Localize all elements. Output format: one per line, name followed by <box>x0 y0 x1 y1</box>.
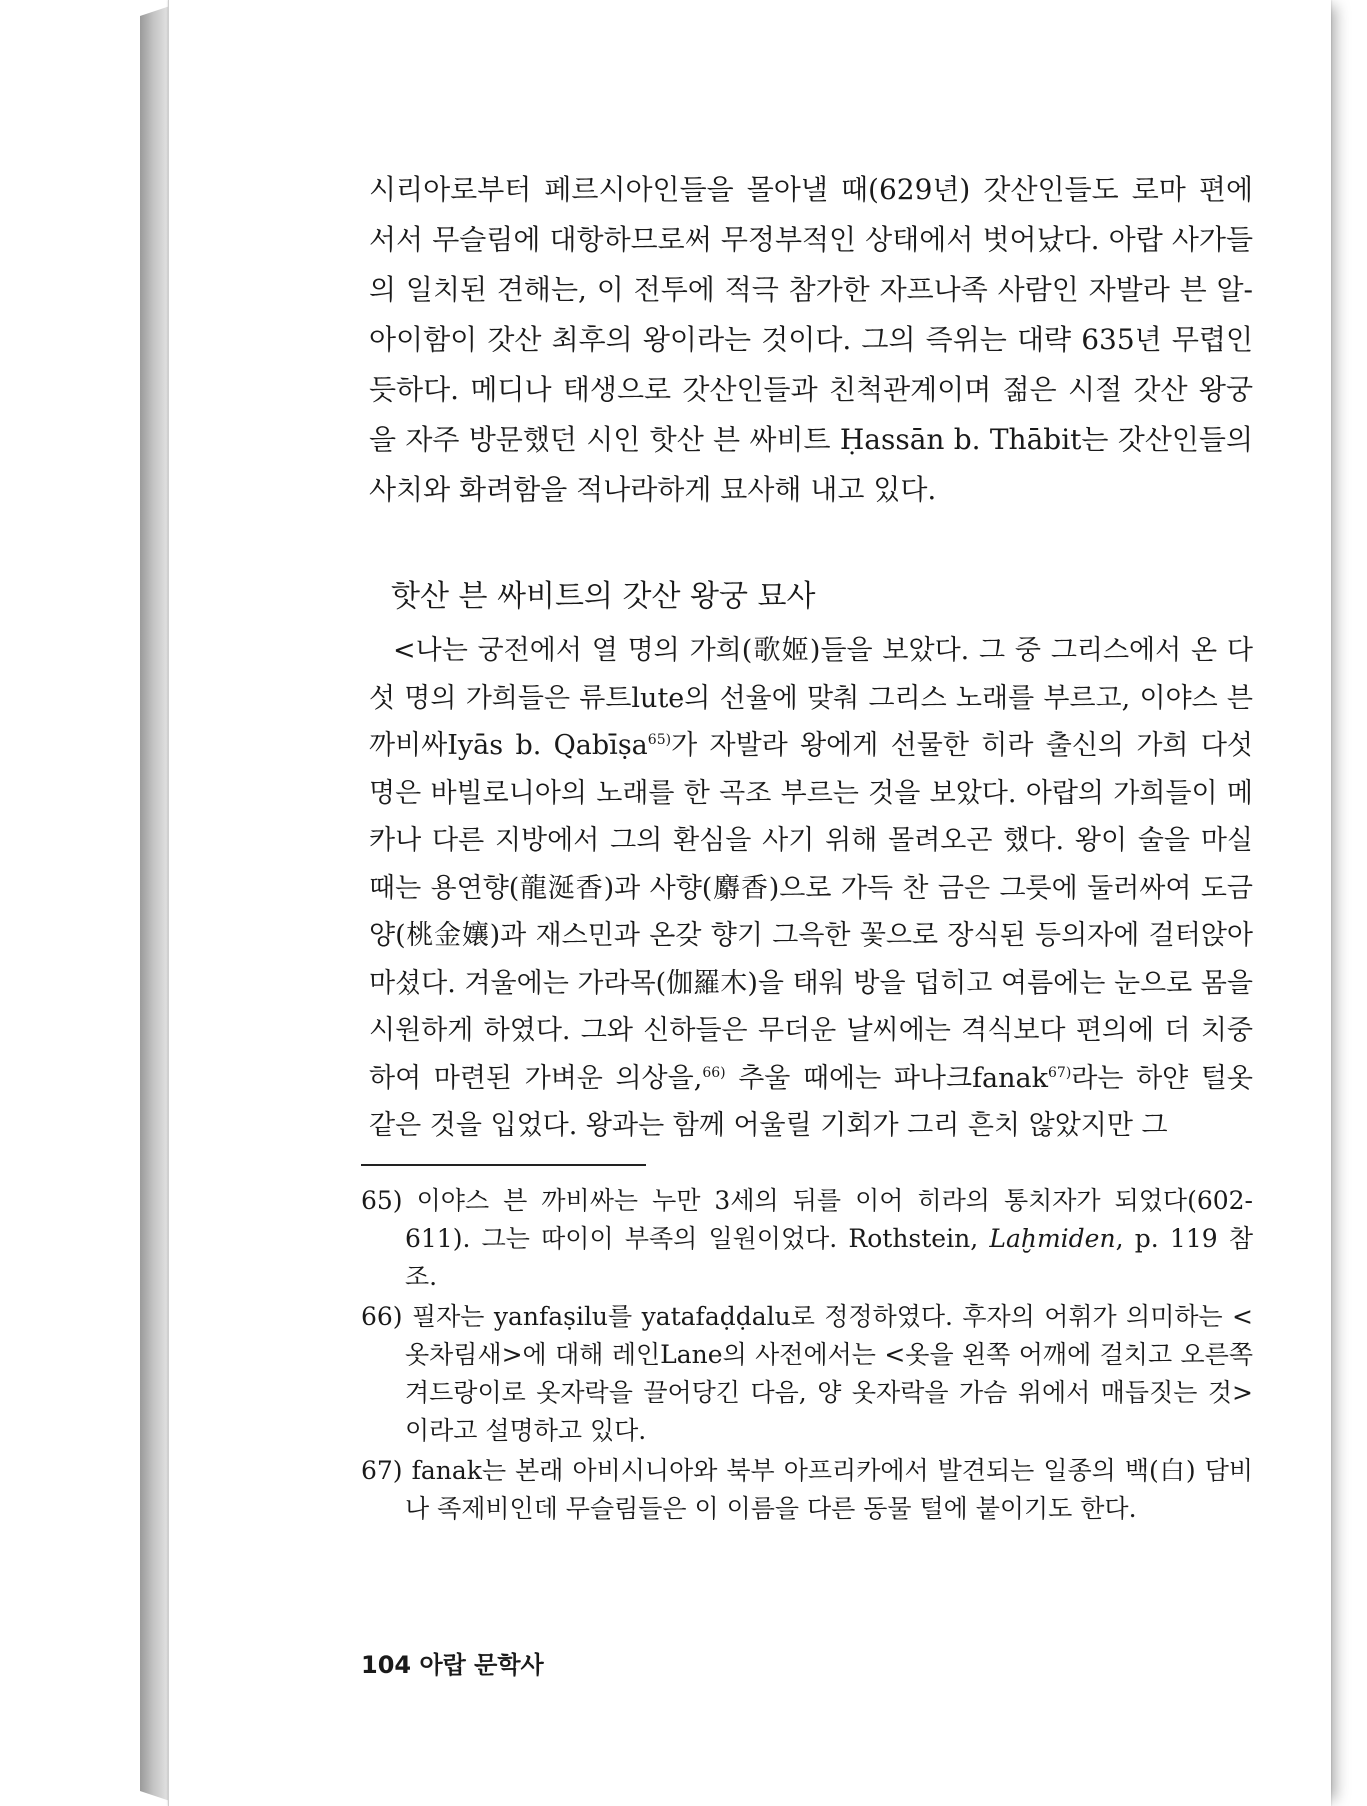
body-paragraph: 시리아로부터 페르시아인들을 몰아낼 때(629년) 갓산인들도 로마 편에 서서 무슬림에 대항하므로써 무정부적인 상태에서 벗어났다. 아랍 사가들의 일치된 견해는, 이 전투에 적극 참가한 자프나족 사람인 자발라 븐 알-아이함이 갓산 최후의 왕이라는 것이다. 그의 즉위는 대략 635년 무렵인 듯하다. 메디나 태생으로 갓산인들과 친척관계이며 젊은 시절 갓산 왕궁을 자주 방문했던 시인 핫산 븐 싸비트 Ḥassān b. Thābit는 갓산인들의 사치와 화려함을 적나라하게 묘사해 내고 있다. <box>369 173 1253 506</box>
footnote-divider <box>361 1164 646 1166</box>
quote-text-part-2: 가 자발라 왕에게 선물한 히라 출신의 가희 다섯 명은 바빌로니아의 노래를 한 곡조 부르는 것을 보았다. 아랍의 가희들이 메카나 다른 지방에서 그의 환심을 사기 위해 몰려오곤 했다. 왕이 술을 마실 때는 용연향(龍涎香)과 사향(麝香)으로 가득 찬 금은 그릇에 둘러싸여 도금양(桃金孃)과 재스민과 온갖 향기 그윽한 꽃으로 장식된 등의자에 걸터앉아 마셨다. 겨울에는 가라목(伽羅木)을 태워 방을 덥히고 여름에는 눈으로 몸을 시원하게 하였다. 그와 신하들은 무더운 날씨에는 격식보다 편의에 더 치중하여 마련된 가벼운 의상을, <box>369 730 1253 1094</box>
footnote-ref-66: 66) <box>702 1064 726 1081</box>
footnote-text: 이야스 븐 까비싸는 누만 3세의 뒤를 이어 히라의 통치자가 되었다(602-611). 그는 따이이 부족의 일원이었다. Rothstein, <box>405 1185 1254 1253</box>
footnote-text: fanak는 본래 아비시니아와 북부 아프리카에서 발견되는 일종의 백(白) 담비나 족제비인데 무슬림들은 이 이름을 다른 동물 털에 붙이기도 한다. <box>405 1455 1253 1523</box>
footnote-italic-title: Laḫmiden <box>989 1223 1116 1253</box>
section-heading: 핫산 븐 싸비트의 갓산 왕궁 묘사 <box>391 579 816 614</box>
page-content <box>361 165 1254 1530</box>
footnote-text: 필자는 yanfaṣilu를 yatafaḍḍalu로 정정하였다. 후자의 어휘가 의미하는 <옷차림새>에 대해 레인Lane의 사전에서는 <옷을 왼쪽 어깨에 걸치고 오른쪽 겨드랑이로 옷자락을 끌어당긴 다음, 양 옷자락을 가슴 위에서 매듭짓는 것>이라고 설명하고 있다. <box>405 1301 1253 1445</box>
footnote-65 <box>361 1182 1254 1296</box>
footnote-number: 65) <box>361 1185 403 1215</box>
quote-paragraph <box>369 627 1253 1150</box>
footnote-66 <box>361 1298 1253 1450</box>
footnote-67 <box>361 1452 1253 1528</box>
book-spine <box>140 6 170 1801</box>
footnote-ref-67: 67) <box>1048 1064 1072 1081</box>
footnote-number: 66) <box>361 1301 403 1331</box>
page-folio: 104 아랍 문학사 <box>361 1651 544 1679</box>
quote-text-part-4: 라는 하얀 털옷 같은 것을 입었다. 왕과는 함께 어울릴 기회가 그리 흔치 않았지만 그 <box>369 1062 1254 1141</box>
footnote-number: 67) <box>361 1455 403 1485</box>
quote-text-part-3: 추울 때에는 파나크fanak <box>725 1062 1049 1094</box>
footnote-ref-65: 65) <box>647 732 672 748</box>
book-page <box>168 0 1331 1806</box>
footnote-text-end: , p. 119 참조. <box>405 1223 1253 1291</box>
quote-text-part-1: <나는 궁전에서 열 명의 가희(歌姬)들을 보았다. 그 중 그리스에서 온 다섯 명의 가희들은 류트lute의 선율에 맞춰 그리스 노래를 부르고, 이야스 븐 까비싸Iyās b. Qabīṣa <box>369 635 1253 761</box>
